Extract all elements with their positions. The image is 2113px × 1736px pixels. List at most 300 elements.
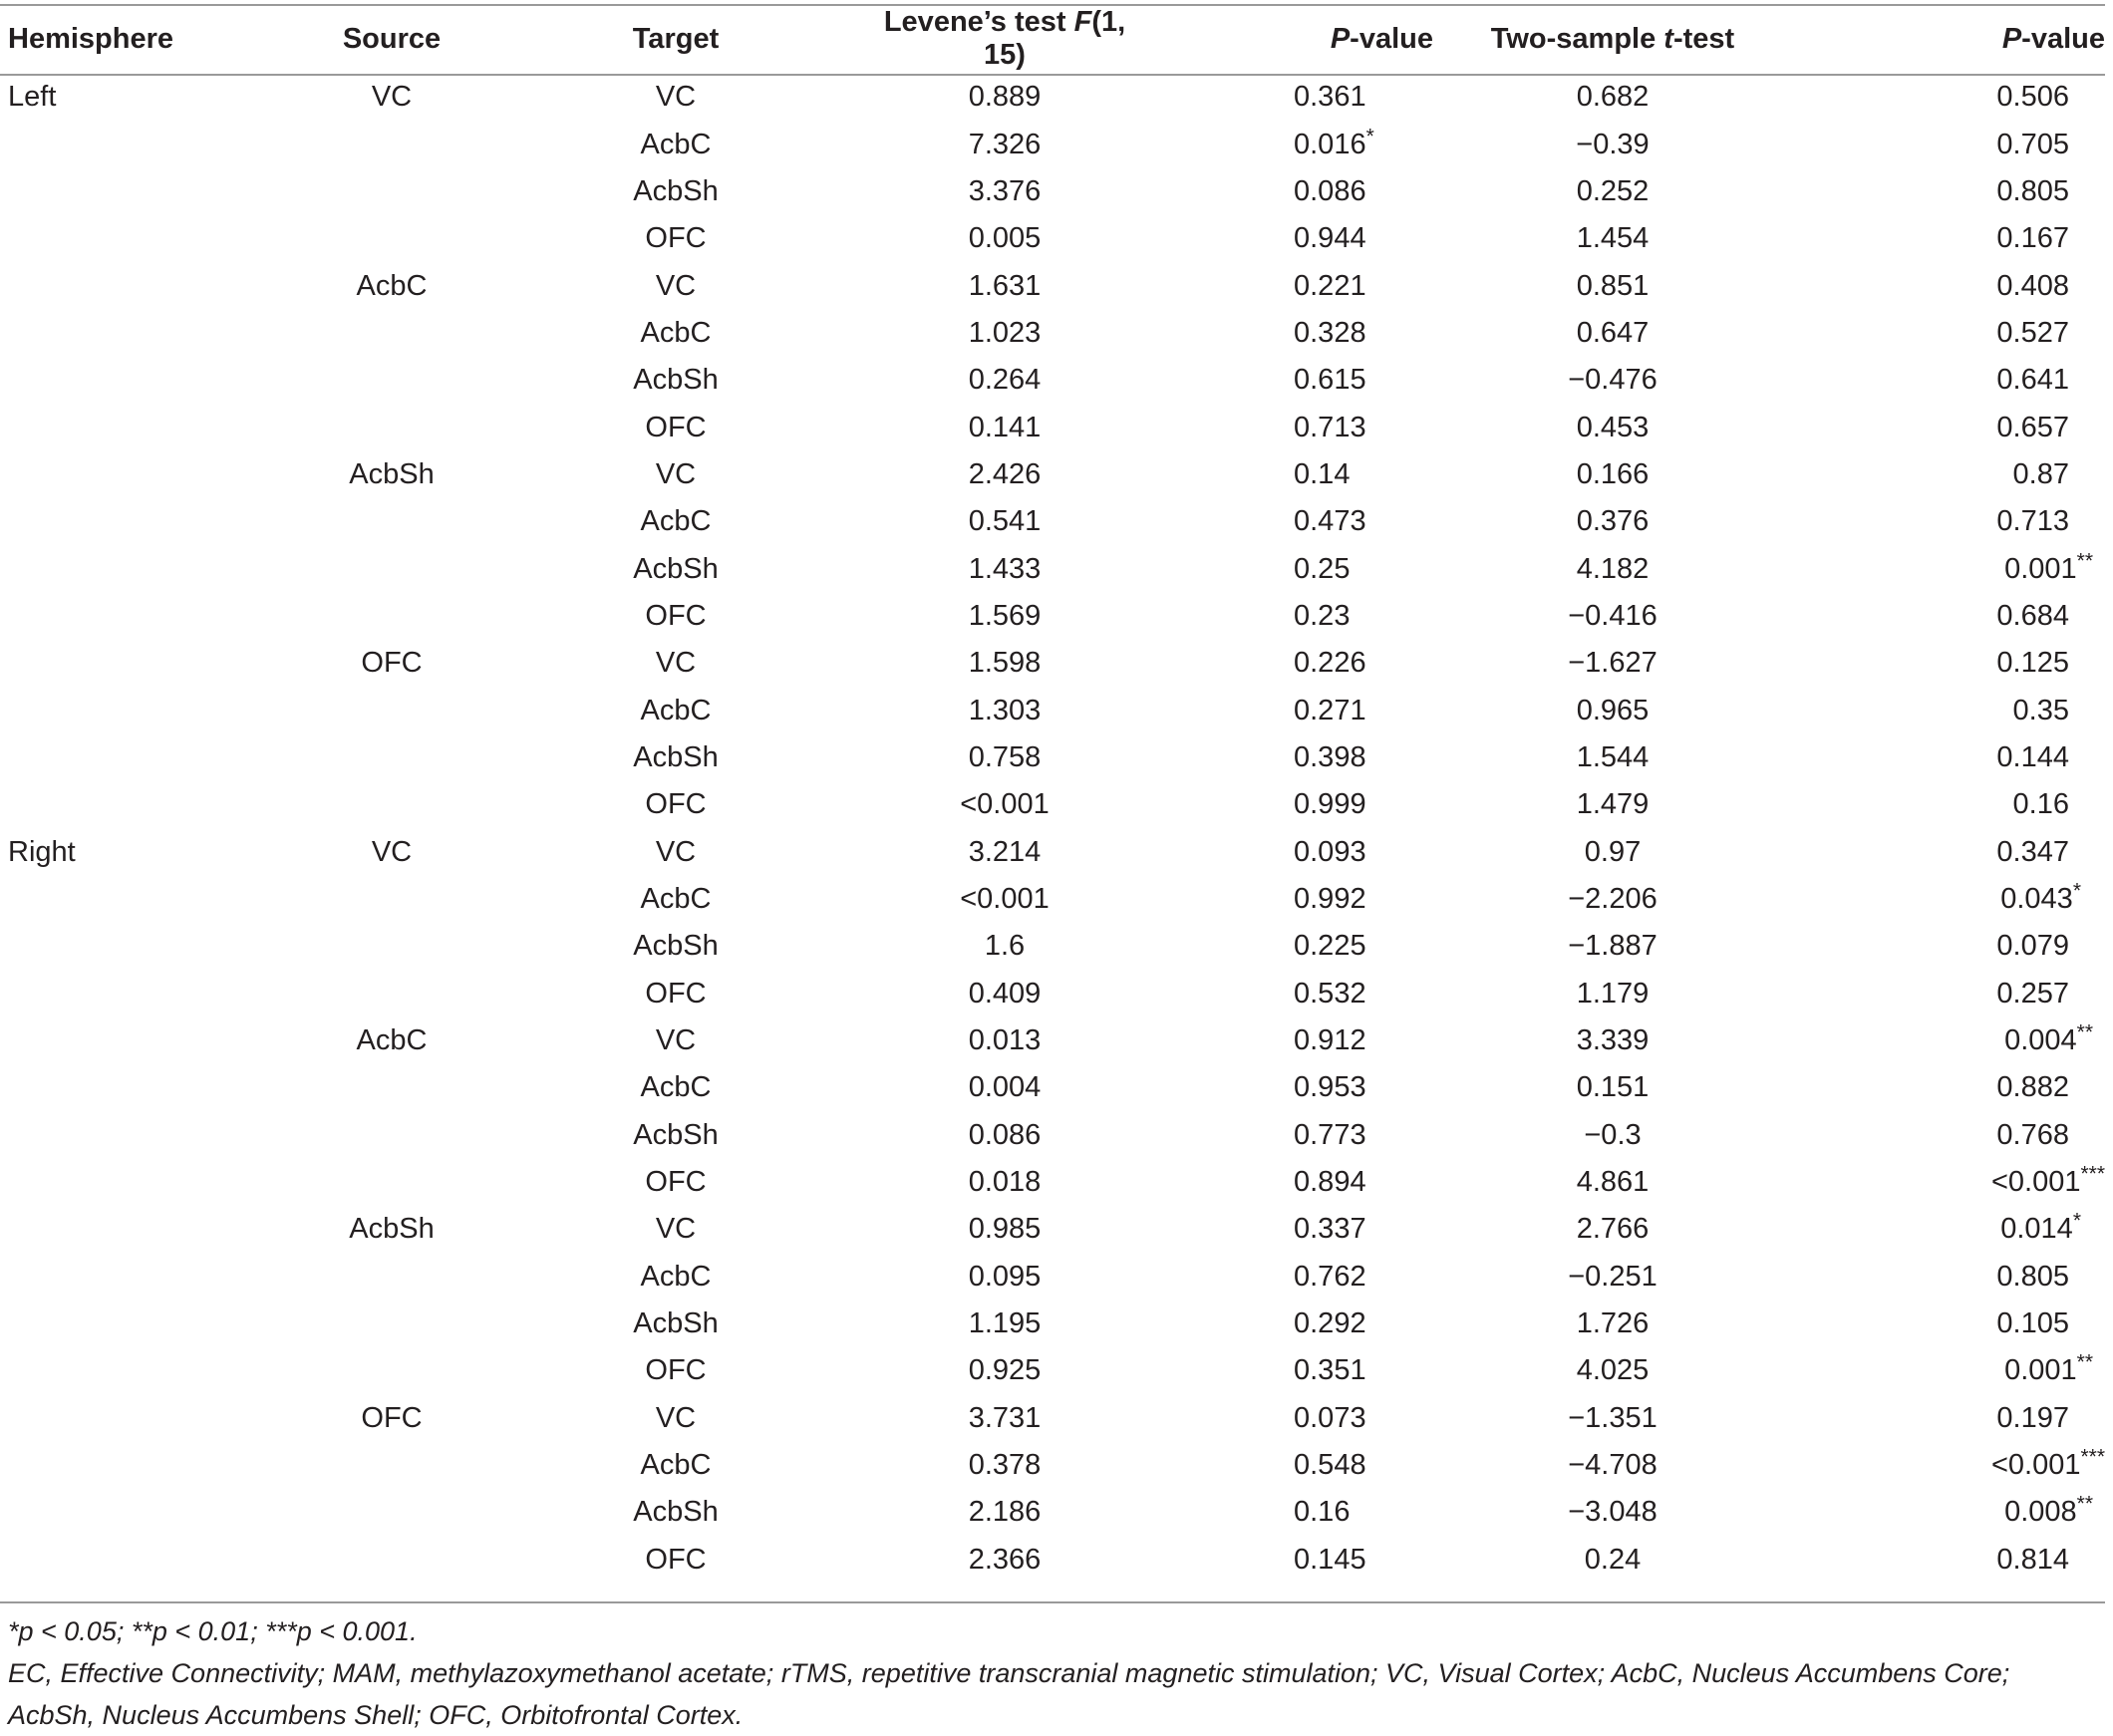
table-body [0, 74, 2113, 1584]
cell-hemisphere [0, 876, 307, 923]
ttest-significance-marker: ** [2076, 1492, 2093, 1516]
cell-target: AcbC [640, 694, 712, 726]
cell-target: AcbSh [633, 552, 719, 585]
cell-source [307, 923, 476, 970]
cell-ttest-pvalue [1792, 1206, 2113, 1253]
cell-hemisphere [0, 451, 307, 498]
ttest-pvalue-wrap [1996, 129, 2105, 161]
cell-t-statistic: 1.479 [1576, 788, 1650, 821]
levene-pvalue-value: 0.361 [1294, 81, 1366, 114]
cell-target: OFC [645, 411, 707, 443]
cell-source: AcbC [356, 269, 428, 302]
cell-hemisphere [0, 1347, 307, 1394]
cell-source: VC [371, 835, 413, 868]
levene-pvalue-wrap [1294, 1354, 1433, 1387]
cell-levene-pvalue [1134, 262, 1433, 309]
cell-t-statistic: 0.851 [1576, 269, 1650, 302]
cell-ttest-pvalue [1792, 876, 2113, 923]
ttest-pvalue-wrap [2000, 879, 2105, 916]
cell-source: OFC [361, 1401, 423, 1434]
cell-target: VC [655, 269, 697, 302]
levene-pvalue-wrap [1294, 647, 1433, 680]
cell-target: AcbC [640, 505, 712, 538]
cell-hemisphere [0, 1442, 307, 1489]
levene-pvalue-wrap [1294, 1071, 1433, 1104]
cell-hemisphere [0, 1017, 307, 1064]
cell-levene-f: 0.005 [968, 222, 1042, 255]
cell-hemisphere [0, 1206, 307, 1253]
cell-source [307, 781, 476, 828]
levene-pvalue-wrap [1294, 1402, 1433, 1435]
cell-ttest-pvalue [1792, 734, 2113, 781]
cell-levene-pvalue [1134, 451, 1433, 498]
cell-levene-pvalue [1134, 74, 1433, 121]
cell-levene-f: 0.378 [968, 1449, 1042, 1482]
cell-levene-pvalue [1134, 168, 1433, 215]
cell-hemisphere [0, 734, 307, 781]
table-row [0, 593, 2113, 640]
cell-levene-pvalue [1134, 1064, 1433, 1111]
levene-pvalue-value: 0.912 [1294, 1024, 1366, 1057]
ttest-significance-marker: *** [2080, 1445, 2105, 1469]
cell-t-statistic: 0.376 [1576, 505, 1650, 538]
cell-source [307, 1064, 476, 1111]
cell-target: OFC [645, 1354, 707, 1387]
levene-pvalue-value: 0.016 [1294, 128, 1366, 160]
ttest-pvalue-wrap [1996, 647, 2105, 680]
table-row [0, 1206, 2113, 1253]
cell-ttest-pvalue [1792, 357, 2113, 404]
ttest-pvalue-wrap [1996, 81, 2105, 114]
levene-pvalue-wrap [1294, 1544, 1433, 1577]
cell-ttest-pvalue [1792, 310, 2113, 357]
ttest-pvalue-value: 0.506 [1996, 81, 2069, 114]
ttest-pvalue-wrap [2013, 695, 2105, 727]
ttest-pvalue-value: 0.257 [1996, 977, 2069, 1010]
levene-pvalue-value: 0.944 [1294, 222, 1366, 255]
cell-t-statistic: −3.048 [1568, 1496, 1658, 1529]
cell-levene-f: <0.001 [960, 883, 1050, 916]
levene-pvalue-wrap [1294, 81, 1433, 114]
ttest-pvalue-wrap [1996, 412, 2105, 444]
cell-ttest-pvalue [1792, 1489, 2113, 1536]
cell-target: VC [655, 1401, 697, 1434]
table-row [0, 1442, 2113, 1489]
table-row [0, 215, 2113, 262]
cell-levene-f: 2.426 [968, 457, 1042, 490]
cell-source: OFC [361, 647, 423, 680]
cell-levene-f: 0.141 [968, 411, 1042, 443]
cell-ttest-pvalue [1792, 687, 2113, 733]
pvalue2-suffix: -value [2021, 22, 2105, 55]
cell-t-statistic: −1.627 [1568, 647, 1658, 680]
cell-levene-f: 1.569 [968, 599, 1042, 632]
cell-hemisphere [0, 262, 307, 309]
levene-pvalue-value: 0.073 [1294, 1401, 1366, 1434]
cell-hemisphere [0, 404, 307, 450]
ttest-significance-marker: *** [2080, 1162, 2105, 1186]
cell-target: OFC [645, 1543, 707, 1576]
ttest-suffix: -test [1672, 22, 1735, 55]
cell-levene-pvalue [1134, 1206, 1433, 1253]
cell-target: VC [655, 1024, 697, 1057]
cell-levene-f: 2.366 [968, 1543, 1042, 1576]
table-row [0, 923, 2113, 970]
cell-target: OFC [645, 1166, 707, 1199]
ttest-pvalue-wrap [1996, 317, 2105, 350]
ttest-pvalue-value: 0.197 [1996, 1401, 2069, 1434]
col-header-levene [875, 4, 1134, 74]
cell-ttest-pvalue [1792, 593, 2113, 640]
ttest-pvalue-value: 0.768 [1996, 1118, 2069, 1151]
ttest-pvalue-value: 0.705 [1996, 128, 2069, 160]
table-row [0, 876, 2113, 923]
ttest-pvalue-value: <0.001 [1990, 1166, 2081, 1199]
cell-levene-pvalue [1134, 357, 1433, 404]
cell-levene-f: 1.6 [984, 930, 1026, 963]
cell-levene-pvalue [1134, 1017, 1433, 1064]
levene-pvalue-value: 0.225 [1294, 930, 1366, 963]
table-row [0, 1254, 2113, 1301]
cell-levene-f: 0.985 [968, 1213, 1042, 1246]
cell-source [307, 593, 476, 640]
levene-pvalue-wrap [1294, 1496, 1433, 1529]
bottom-rule [0, 1601, 2105, 1603]
cell-levene-pvalue [1134, 687, 1433, 733]
cell-source: AcbSh [349, 457, 435, 490]
cell-t-statistic: 0.965 [1576, 694, 1650, 726]
levene-pvalue-value: 0.351 [1294, 1354, 1366, 1387]
col-header-ttest-pvalue [1792, 4, 2113, 74]
ttest-significance-marker: ** [2076, 1350, 2093, 1374]
cell-levene-f: 1.023 [968, 316, 1042, 349]
pvalue-italic: P [1330, 22, 1351, 55]
cell-levene-pvalue [1134, 310, 1433, 357]
cell-target: AcbC [640, 883, 712, 916]
cell-hemisphere [0, 1112, 307, 1159]
levene-pvalue-wrap [1294, 1213, 1433, 1246]
cell-ttest-pvalue [1792, 1159, 2113, 1206]
cell-ttest-pvalue [1792, 971, 2113, 1017]
cell-t-statistic: 0.97 [1584, 835, 1642, 868]
ttest-pvalue-value: 0.684 [1996, 599, 2069, 632]
cell-levene-pvalue [1134, 1395, 1433, 1442]
levene-pvalue-value: 0.14 [1294, 457, 1351, 490]
ttest-pvalue-wrap [2004, 1020, 2105, 1057]
cell-hemisphere: Right [8, 835, 76, 868]
cell-ttest-pvalue [1792, 451, 2113, 498]
table-row [0, 781, 2113, 828]
levene-italic: F [1073, 6, 1092, 38]
cell-source [307, 545, 476, 592]
ttest-pvalue-wrap [1996, 1261, 2105, 1294]
cell-levene-f: 1.433 [968, 552, 1042, 585]
cell-hemisphere: Left [8, 81, 57, 114]
pvalue-suffix: -value [1350, 22, 1433, 55]
cell-levene-f: 1.598 [968, 647, 1042, 680]
cell-t-statistic: −0.476 [1568, 364, 1658, 397]
levene-pvalue-value: 0.615 [1294, 364, 1366, 397]
ttest-significance-marker: * [2072, 1209, 2081, 1233]
levene-pvalue-wrap [1294, 741, 1433, 774]
cell-levene-pvalue [1134, 121, 1433, 167]
table-row [0, 357, 2113, 404]
table-row [0, 1537, 2113, 1584]
cell-target: VC [655, 1213, 697, 1246]
cell-ttest-pvalue [1792, 781, 2113, 828]
cell-levene-pvalue [1134, 829, 1433, 876]
cell-source: VC [371, 81, 413, 114]
cell-source [307, 310, 476, 357]
cell-target: AcbC [640, 128, 712, 160]
table-row [0, 687, 2113, 733]
ttest-pvalue-value: 0.144 [1996, 740, 2069, 773]
cell-levene-pvalue [1134, 781, 1433, 828]
cell-levene-f: 0.409 [968, 977, 1042, 1010]
cell-levene-pvalue [1134, 1159, 1433, 1206]
cell-source [307, 1489, 476, 1536]
cell-ttest-pvalue [1792, 404, 2113, 450]
cell-levene-pvalue [1134, 1347, 1433, 1394]
ttest-pvalue-value: 0.001 [2004, 552, 2077, 585]
table-row [0, 168, 2113, 215]
cell-source [307, 971, 476, 1017]
ttest-pvalue-value: 0.043 [2000, 883, 2073, 916]
ttest-pvalue-value: 0.014 [2000, 1213, 2073, 1246]
ttest-significance-marker: ** [2076, 548, 2093, 572]
levene-pvalue-wrap [1294, 883, 1433, 916]
table-footnotes [8, 1610, 2101, 1736]
cell-levene-pvalue [1134, 876, 1433, 923]
cell-ttest-pvalue [1792, 640, 2113, 687]
cell-source [307, 1301, 476, 1347]
col-header-source: Source [342, 22, 442, 55]
cell-target: AcbC [640, 1071, 712, 1104]
levene-pvalue-value: 0.086 [1294, 174, 1366, 207]
cell-hemisphere [0, 168, 307, 215]
levene-pvalue-value: 0.773 [1294, 1118, 1366, 1151]
levene-pvalue-wrap [1294, 175, 1433, 208]
cell-target: AcbSh [633, 1307, 719, 1340]
table-row [0, 545, 2113, 592]
levene-pvalue-wrap [1294, 412, 1433, 444]
levene-pvalue-value: 0.337 [1294, 1213, 1366, 1246]
ttest-pvalue-wrap [1996, 1071, 2105, 1104]
levene-prefix: Levene’s test [883, 6, 1074, 38]
cell-levene-f: 0.013 [968, 1024, 1042, 1057]
ttest-pvalue-wrap [2004, 548, 2105, 586]
cell-source [307, 734, 476, 781]
cell-target: AcbC [640, 316, 712, 349]
ttest-pvalue-value: 0.105 [1996, 1307, 2069, 1340]
levene-pvalue-wrap [1294, 930, 1433, 963]
ttest-pvalue-wrap [1996, 600, 2105, 633]
ttest-pvalue-value: 0.079 [1996, 930, 2069, 963]
levene-pvalue-value: 0.271 [1294, 694, 1366, 726]
cell-target: VC [655, 835, 697, 868]
cell-ttest-pvalue [1792, 215, 2113, 262]
cell-t-statistic: −4.708 [1568, 1449, 1658, 1482]
table-row [0, 829, 2113, 876]
levene-pvalue-value: 0.398 [1294, 740, 1366, 773]
cell-ttest-pvalue [1792, 168, 2113, 215]
levene-pvalue-wrap [1294, 1261, 1433, 1294]
cell-ttest-pvalue [1792, 1112, 2113, 1159]
ttest-pvalue-value: 0.167 [1996, 222, 2069, 255]
cell-levene-pvalue [1134, 1537, 1433, 1584]
ttest-pvalue-value: 0.882 [1996, 1071, 2069, 1104]
cell-source [307, 1159, 476, 1206]
cell-levene-f: 0.889 [968, 81, 1042, 114]
cell-levene-f: 0.086 [968, 1118, 1042, 1151]
cell-source [307, 1537, 476, 1584]
cell-hemisphere [0, 1159, 307, 1206]
cell-levene-f: 0.018 [968, 1166, 1042, 1199]
levene-pvalue-wrap [1294, 458, 1433, 491]
cell-levene-pvalue [1134, 734, 1433, 781]
cell-source [307, 121, 476, 167]
table-row [0, 310, 2113, 357]
cell-t-statistic: −2.206 [1568, 883, 1658, 916]
cell-t-statistic: 4.861 [1576, 1166, 1650, 1199]
ttest-pvalue-value: <0.001 [1990, 1449, 2081, 1482]
table-row [0, 1017, 2113, 1064]
levene-pvalue-value: 0.894 [1294, 1166, 1366, 1199]
cell-hemisphere [0, 121, 307, 167]
ttest-pvalue-wrap [1996, 1544, 2105, 1577]
ttest-pvalue-value: 0.657 [1996, 411, 2069, 443]
cell-levene-f: 0.264 [968, 364, 1042, 397]
footnote-abbreviations-line1: EC, Effective Connectivity; MAM, methylazoxymethanol acetate; rTMS, repetitive transcranial magnetic stimulation; VC, Visual Cortex; AcbC, Nucleus Accumbens Core; [8, 1658, 2010, 1688]
levene-pvalue-wrap [1294, 836, 1433, 869]
cell-hemisphere [0, 1301, 307, 1347]
ttest-pvalue-wrap [1996, 364, 2105, 397]
cell-target: OFC [645, 222, 707, 255]
levene-pvalue-value: 0.953 [1294, 1071, 1366, 1104]
levene-pvalue-value: 0.713 [1294, 411, 1366, 443]
levene-pvalue-wrap [1294, 317, 1433, 350]
levene-pvalue-wrap [1294, 1024, 1433, 1057]
cell-target: OFC [645, 599, 707, 632]
cell-levene-pvalue [1134, 923, 1433, 970]
ttest-pvalue-wrap [2004, 1350, 2105, 1387]
levene-pvalue-wrap [1294, 553, 1433, 586]
levene-pvalue-value: 0.328 [1294, 316, 1366, 349]
table-row [0, 262, 2113, 309]
ttest-pvalue-value: 0.16 [2012, 788, 2069, 821]
cell-hemisphere [0, 923, 307, 970]
cell-t-statistic: 0.682 [1576, 81, 1650, 114]
cell-t-statistic: 0.24 [1584, 1543, 1642, 1576]
cell-target: AcbSh [633, 1118, 719, 1151]
cell-hemisphere [0, 593, 307, 640]
cell-source [307, 404, 476, 450]
ttest-pvalue-value: 0.805 [1996, 1260, 2069, 1293]
cell-levene-f: 0.758 [968, 740, 1042, 773]
cell-t-statistic: −0.416 [1568, 599, 1658, 632]
ttest-pvalue-value: 0.001 [2004, 1354, 2077, 1387]
levene-pvalue-wrap [1294, 788, 1433, 821]
cell-ttest-pvalue [1792, 1064, 2113, 1111]
ttest-pvalue-wrap [1996, 222, 2105, 255]
table-row [0, 1489, 2113, 1536]
ttest-pvalue-wrap [2000, 1209, 2105, 1246]
table-row [0, 734, 2113, 781]
cell-target: AcbSh [633, 740, 719, 773]
cell-hemisphere [0, 215, 307, 262]
cell-t-statistic: 0.453 [1576, 411, 1650, 443]
ttest-pvalue-value: 0.713 [1996, 505, 2069, 538]
cell-levene-f: 0.541 [968, 505, 1042, 538]
levene-pvalue-value: 0.25 [1294, 552, 1351, 585]
cell-source [307, 687, 476, 733]
ttest-pvalue-wrap [1990, 1162, 2105, 1199]
cell-t-statistic: 1.726 [1576, 1307, 1650, 1340]
col-header-hemisphere: Hemisphere [8, 22, 174, 55]
cell-t-statistic: 3.339 [1576, 1024, 1650, 1057]
cell-hemisphere [0, 545, 307, 592]
cell-t-statistic: −0.3 [1584, 1118, 1642, 1151]
cell-hemisphere [0, 971, 307, 1017]
cell-ttest-pvalue [1792, 545, 2113, 592]
levene-pvalue-value: 0.473 [1294, 505, 1366, 538]
header-row [0, 4, 2113, 74]
cell-hemisphere [0, 310, 307, 357]
cell-ttest-pvalue [1792, 1254, 2113, 1301]
pvalue2-italic: P [2001, 22, 2022, 55]
cell-t-statistic: 1.179 [1576, 977, 1650, 1010]
table-row [0, 404, 2113, 450]
ttest-italic: t [1663, 22, 1673, 55]
levene-pvalue-value: 0.226 [1294, 647, 1366, 680]
ttest-pvalue-value: 0.008 [2004, 1496, 2077, 1529]
levene-pvalue-wrap [1294, 1307, 1433, 1340]
cell-t-statistic: 0.647 [1576, 316, 1650, 349]
levene-pvalue-value: 0.532 [1294, 977, 1366, 1010]
cell-levene-pvalue [1134, 1301, 1433, 1347]
cell-target: VC [655, 647, 697, 680]
cell-hemisphere [0, 498, 307, 545]
cell-target: AcbC [640, 1449, 712, 1482]
ttest-pvalue-value: 0.87 [2012, 457, 2069, 490]
cell-levene-f: 2.186 [968, 1496, 1042, 1529]
table-row [0, 1395, 2113, 1442]
cell-levene-pvalue [1134, 215, 1433, 262]
cell-ttest-pvalue [1792, 74, 2113, 121]
cell-ttest-pvalue [1792, 1347, 2113, 1394]
levene-pvalue-wrap [1294, 222, 1433, 255]
cell-ttest-pvalue [1792, 829, 2113, 876]
cell-source: AcbC [356, 1024, 428, 1057]
table-row [0, 121, 2113, 167]
cell-levene-pvalue [1134, 1442, 1433, 1489]
cell-levene-f: 0.095 [968, 1260, 1042, 1293]
cell-source [307, 1442, 476, 1489]
levene-pvalue-value: 0.145 [1294, 1543, 1366, 1576]
ttest-pvalue-wrap [1996, 978, 2105, 1011]
cell-t-statistic: 4.025 [1576, 1354, 1650, 1387]
levene-pvalue-value: 0.292 [1294, 1307, 1366, 1340]
cell-t-statistic: 1.454 [1576, 222, 1650, 255]
cell-target: AcbSh [633, 174, 719, 207]
levene-pvalue-wrap [1294, 124, 1433, 161]
cell-target: OFC [645, 977, 707, 1010]
cell-ttest-pvalue [1792, 1442, 2113, 1489]
levene-pvalue-value: 0.16 [1294, 1496, 1351, 1529]
cell-levene-f: 3.376 [968, 174, 1042, 207]
levene-pvalue-value: 0.762 [1294, 1260, 1366, 1293]
cell-target: OFC [645, 788, 707, 821]
